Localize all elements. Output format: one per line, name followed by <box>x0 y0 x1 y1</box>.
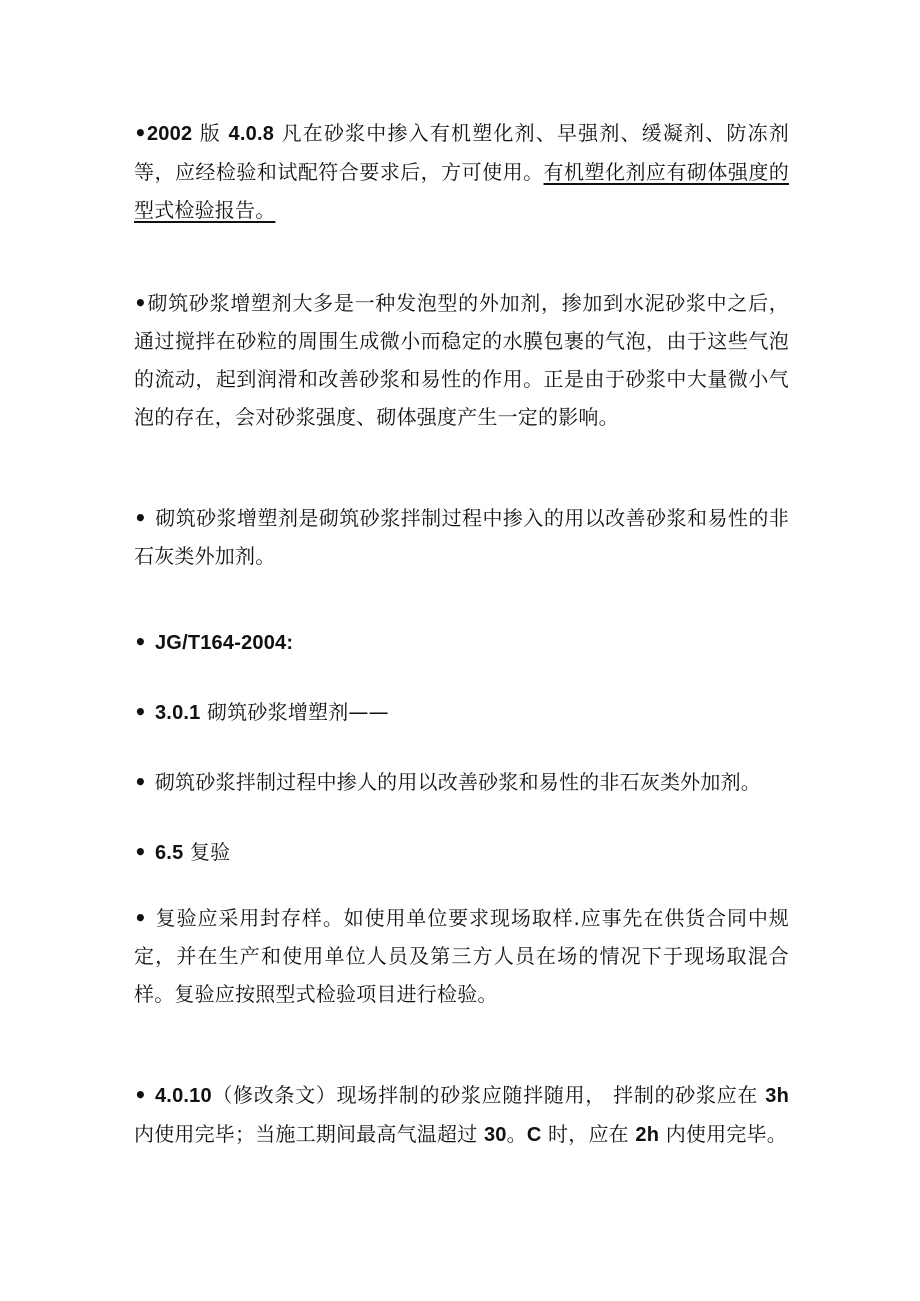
clause-number: 3.0.1 <box>154 702 201 724</box>
bullet-marker: • <box>134 291 147 315</box>
text-segment: 内使用完毕。 <box>659 1122 787 1146</box>
paragraph-8 <box>134 899 789 1013</box>
bullet-marker: • <box>134 1083 147 1107</box>
text-segment: 内使用完毕；当施工期间最高气温超过 <box>134 1122 484 1146</box>
year-code: 2002 <box>146 123 193 145</box>
paragraph-text: 砌筑砂浆拌制过程中掺人的用以改善砂浆和易性的非石灰类外加剂。 <box>154 770 761 794</box>
clause-number: 6.5 <box>154 842 184 864</box>
paragraph-text: 砌筑砂浆增塑剂大多是一种发泡型的外加剂，掺加到水泥砂浆中之后，通过搅拌在砂粒的周围生成微小而稳定的水膜包裹的气泡，由于这些气泡的流动，起到润滑和改善砂浆和易性的作用。正是由于砂浆中大量微小气泡的存在，会对砂浆强度、砌体强度产生一定的影响。 <box>134 291 789 429</box>
standard-code: JG/T164-2004: <box>154 632 294 654</box>
paragraph-2 <box>134 284 789 436</box>
bullet-marker: • <box>134 121 147 145</box>
bullet-marker: • <box>134 700 147 724</box>
paragraph-text: 复验应采用封存样。如使用单位要求现场取样.应事先在供货合同中规定，并在生产和使用单位人员及第三方人员在场的情况下于现场取混合样。复验应按照型式检验项目进行检验。 <box>134 906 789 1006</box>
bullet-marker: • <box>134 506 147 530</box>
time-value: 2h <box>635 1124 660 1146</box>
paragraph-7 <box>134 833 789 872</box>
bullet-marker: • <box>134 630 147 654</box>
bullet-marker: • <box>134 770 147 794</box>
bullet-marker: • <box>134 906 147 930</box>
temperature-unit: C <box>526 1124 542 1146</box>
paragraph-1 <box>134 114 789 229</box>
time-value: 3h <box>765 1085 789 1107</box>
underlined-text: 有机塑化剂应有砌体强度的型式检验报告。 <box>134 160 789 222</box>
paragraph-4 <box>134 623 789 662</box>
paragraph-text: 砌筑砂浆增塑剂—— <box>200 700 389 724</box>
text-segment: 时，应在 <box>541 1122 636 1146</box>
text-segment: 。 <box>506 1122 527 1146</box>
text-segment: 版 <box>192 121 229 145</box>
paragraph-text: 砌筑砂浆增塑剂是砌筑砂浆拌制过程中掺入的用以改善砂浆和易性的非石灰类外加剂。 <box>134 506 789 568</box>
clause-number: 4.0.10 <box>154 1085 212 1107</box>
paragraph-5 <box>134 693 789 732</box>
temperature-value: 30 <box>483 1124 507 1146</box>
bullet-marker: • <box>134 840 147 864</box>
paragraph-3 <box>134 499 789 575</box>
clause-number: 4.0.8 <box>228 123 275 145</box>
paragraph-text: 复验 <box>183 840 231 864</box>
text-segment: （修改条文）现场拌制的砂浆应随拌随用， 拌制的砂浆应在 <box>211 1083 766 1107</box>
paragraph-6 <box>134 763 789 801</box>
text-segment: 凡在砂浆中掺入有机塑化剂、早强剂、缓凝剂、防冻剂等，应经检验和试配符合要求后，方可使用。 <box>134 121 789 184</box>
paragraph-9 <box>134 1076 789 1154</box>
